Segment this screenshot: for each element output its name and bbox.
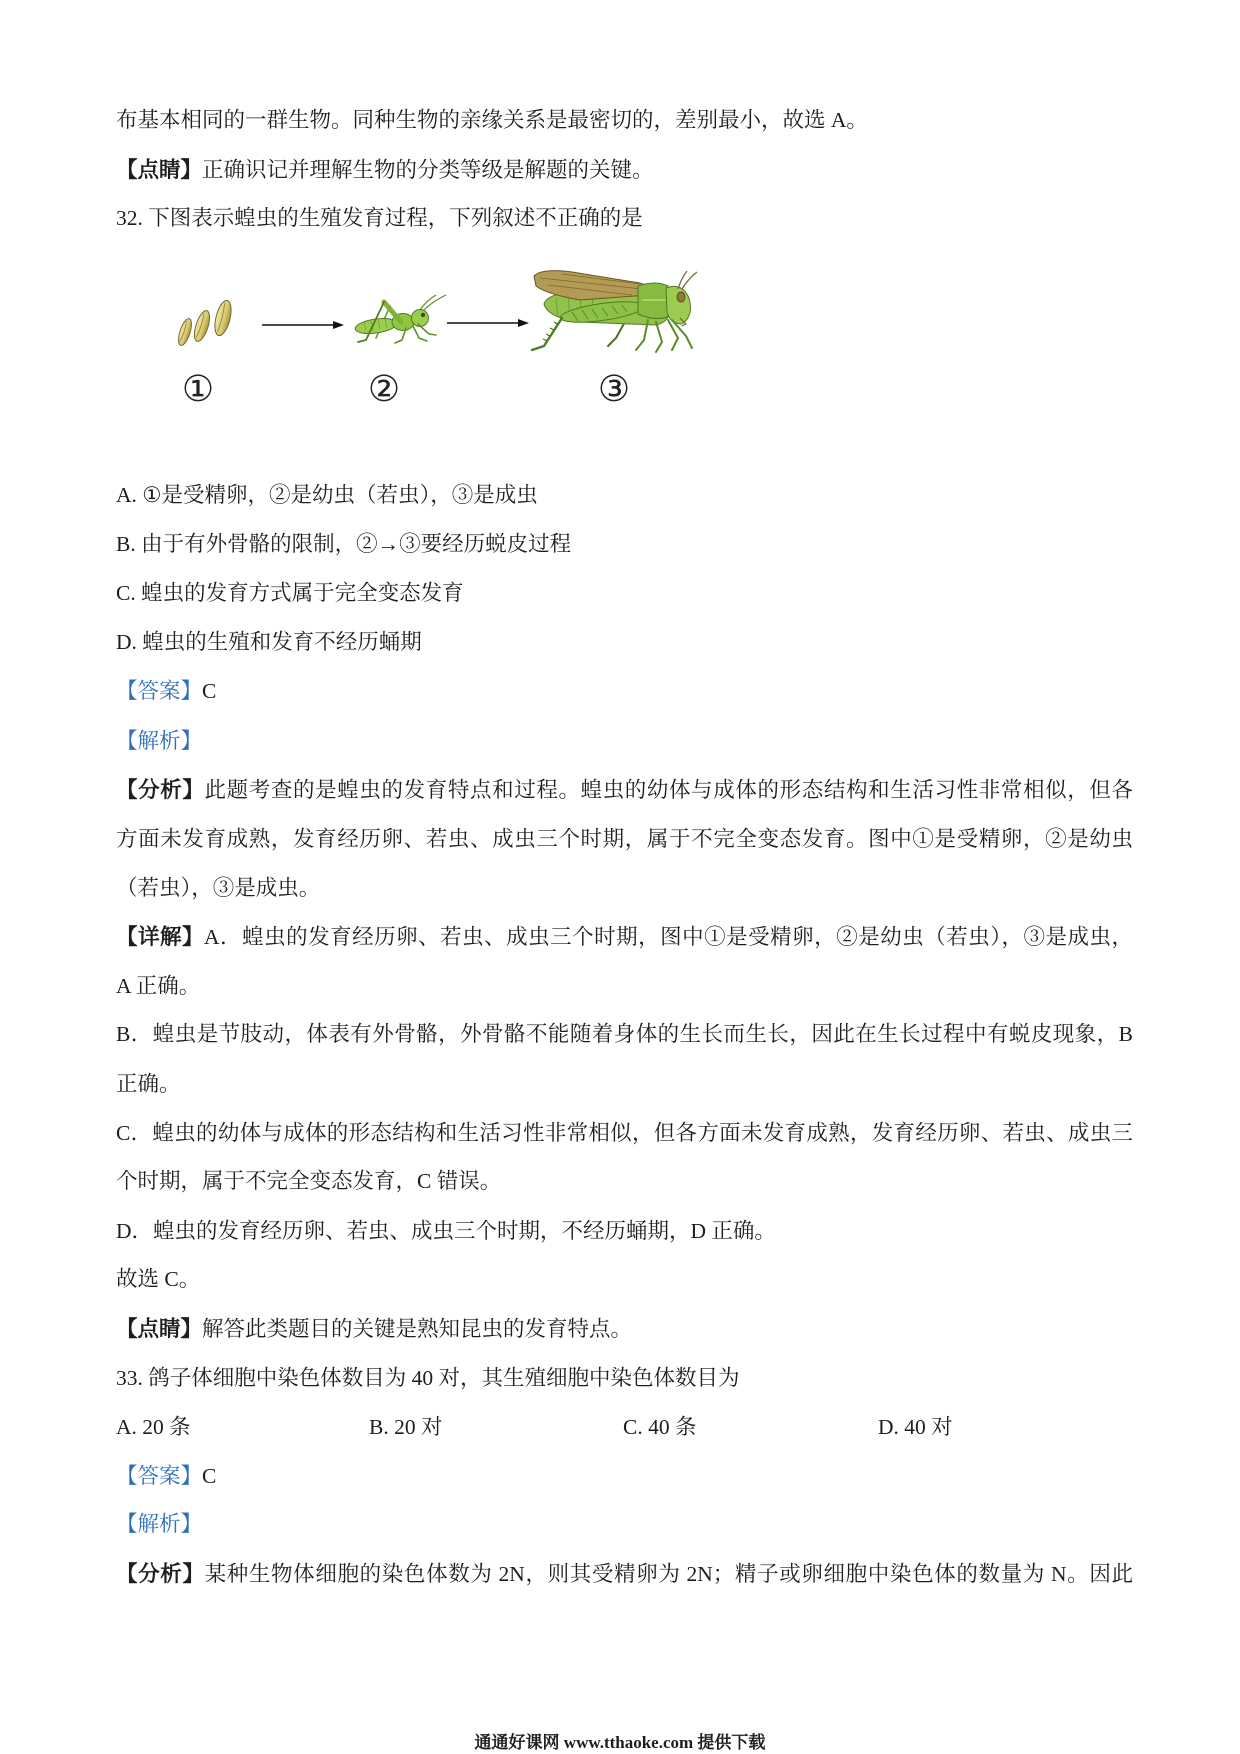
q33-option-a: A. 20 条 — [116, 1415, 191, 1439]
page-footer: 通通好课网 www.tthaoke.com 提供下载 — [474, 1733, 766, 1752]
answer-tag: 【答案】 — [116, 1464, 203, 1488]
answer-tag: 【答案】 — [116, 679, 203, 703]
figure-label-1: ① — [181, 369, 215, 410]
analysis-text: 某种生物体细胞的染色体数为 2N，则其受精卵为 2N；精子或卵细胞中染色体的数量为 N。因此 — [204, 1562, 1133, 1586]
egg-illustration — [176, 299, 234, 347]
q32-detail-line-3: B．蝗虫是节肢动，体表有外骨骼，外骨骼不能随着身体的生长而生长，因此在生长过程中有蜕皮现象，B — [116, 1022, 1133, 1046]
analysis-tag: 【分析】 — [116, 1562, 205, 1586]
arrow-egg-to-nymph — [262, 321, 344, 329]
analysis-tag: 【分析】 — [116, 778, 205, 802]
q33-option-b: B. 20 对 — [369, 1415, 443, 1439]
question-32-stem: 32. 下图表示蝗虫的生殖发育过程，下列叙述不正确的是 — [116, 206, 643, 230]
q32-key-point-line — [116, 1314, 1133, 1344]
analysis-text: 此题考查的是蝗虫的发育特点和过程。蝗虫的幼体与成体的形态结构和生活习性非常相似，但各 — [204, 778, 1133, 802]
answer-value: C — [202, 1464, 217, 1488]
detail-tag: 【详解】 — [116, 925, 205, 949]
q32-detail-line-1 — [116, 922, 1133, 952]
nymph-illustration — [354, 295, 446, 343]
q32-analysis-line-3: （若虫），③是成虫。 — [116, 876, 321, 900]
key-point-tag: 【点睛】 — [116, 1317, 203, 1341]
q32-detail-line-4: 正确。 — [116, 1072, 181, 1096]
q33-option-d: D. 40 对 — [878, 1415, 953, 1439]
q32-detail-line-7: D．蝗虫的发育经历卵、若虫、成虫三个时期，不经历蛹期，D 正确。 — [116, 1219, 776, 1243]
q32-detail-line-6: 个时期，属于不完全变态发育，C 错误。 — [116, 1169, 502, 1193]
previous-answer-tail: 布基本相同的一群生物。同种生物的亲缘关系是最密切的，差别最小，故选 A。 — [116, 108, 868, 132]
q33-answer-line — [116, 1461, 1133, 1491]
question-33-stem: 33. 鸽子体细胞中染色体数目为 40 对，其生殖细胞中染色体数目为 — [116, 1366, 740, 1390]
key-point-text: 解答此类题目的关键是熟知昆虫的发育特点。 — [202, 1317, 633, 1341]
grasshopper-life-cycle-figure — [170, 262, 730, 412]
q33-analysis-line-1 — [116, 1559, 1133, 1589]
q33-explanation-tag: 【解析】 — [116, 1512, 203, 1536]
key-point-text: 正确识记并理解生物的分类等级是解题的关键。 — [202, 158, 654, 182]
q32-option-a: A. ①是受精卵，②是幼虫（若虫），③是成虫 — [116, 483, 538, 507]
q32-explanation-tag: 【解析】 — [116, 729, 203, 753]
previous-key-point-line — [116, 155, 1133, 185]
figure-label-2: ② — [367, 369, 401, 410]
grasshopper-head — [666, 286, 690, 324]
q32-option-b: B. 由于有外骨骼的限制，②→③要经历蜕皮过程 — [116, 532, 572, 556]
q32-detail-line-2: A 正确。 — [116, 974, 201, 998]
q32-analysis-line-1 — [116, 775, 1133, 805]
q32-option-d: D. 蝗虫的生殖和发育不经历蛹期 — [116, 630, 422, 654]
answer-value: C — [202, 679, 217, 703]
adult-grasshopper-illustration — [532, 271, 697, 352]
arrow-nymph-to-adult — [447, 319, 529, 327]
q33-option-c: C. 40 条 — [623, 1415, 697, 1439]
q32-answer-line — [116, 676, 1133, 706]
q32-conclusion: 故选 C。 — [116, 1267, 201, 1291]
detail-text: A．蝗虫的发育经历卵、若虫、成虫三个时期，图中①是受精卵，②是幼虫（若虫），③是成虫， — [204, 925, 1133, 949]
key-point-tag: 【点睛】 — [116, 158, 203, 182]
q32-detail-line-5: C．蝗虫的幼体与成体的形态结构和生活习性非常相似，但各方面未发育成熟，发育经历卵、若虫、成虫三 — [116, 1121, 1133, 1145]
q32-analysis-line-2: 方面未发育成熟，发育经历卵、若虫、成虫三个时期，属于不完全变态发育。图中①是受精卵，②是幼虫 — [116, 827, 1133, 851]
figure-label-3: ③ — [597, 369, 631, 410]
life-cycle-drawing — [170, 262, 730, 362]
q32-option-c: C. 蝗虫的发育方式属于完全变态发育 — [116, 581, 464, 605]
